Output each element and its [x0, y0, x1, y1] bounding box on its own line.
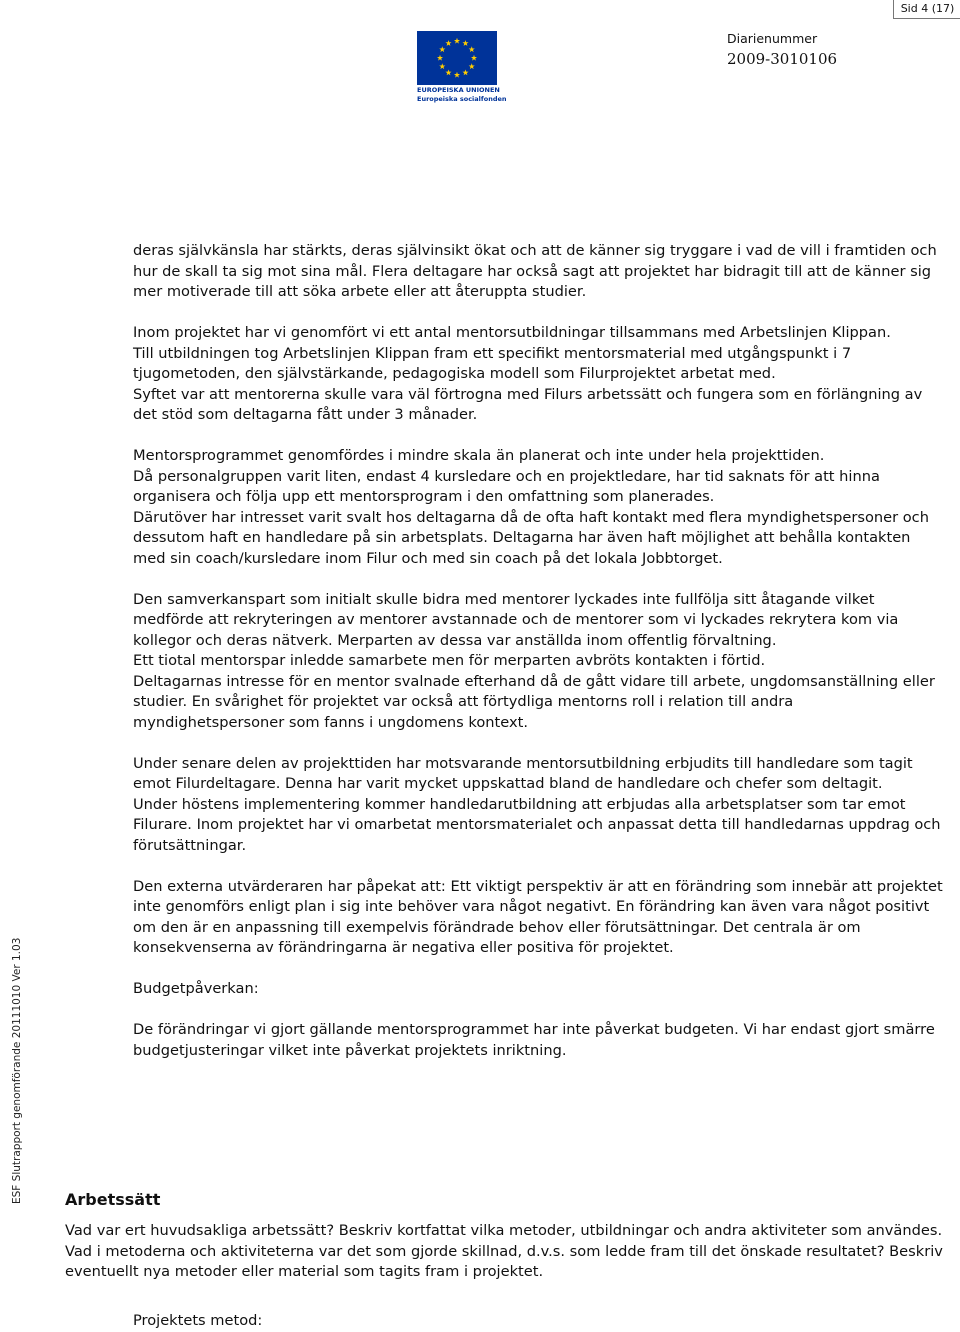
eu-flag-icon	[417, 31, 497, 85]
paragraph: Under senare delen av projekttiden har motsvarande mentorsutbildning erbjudits till handledare som tagit emot Filurdeltagare. Denna har varit mycket uppskattad bland de handledare och chefer som deltagit.	[133, 754, 913, 792]
paragraph: Mentorsprogrammet genomfördes i mindre skala än planerat och inte under hela projekttiden.	[133, 447, 825, 464]
eu-fund-name: Europeiska socialfonden	[417, 95, 507, 103]
eu-org-name: EUROPEISKA UNIONEN	[417, 86, 500, 94]
paragraph: Ett tiotal mentorspar inledde samarbete men för merparten avbröts kontakten i förtid.	[133, 652, 766, 669]
paragraph: Deltagarnas intresse för en mentor svalnade efterhand då de gått vidare till arbete, ungdomsanställning eller studier. En svårighet för projektet var också att förtydliga mentorns roll i relation till andra myndighetspersoner som fanns i ungdomens kontext.	[133, 672, 935, 731]
paragraph: Till utbildningen tog Arbetslinjen Klippan fram ett specifikt mentorsmaterial med utgångspunkt i 7 tjugometoden, den självstärkande, pedagogiska modell som Filurprojektet arbetat med.	[133, 344, 852, 382]
paragraph: Syftet var att mentorerna skulle vara väl förtrogna med Filurs arbetssätt och fungera som en förlängning av det stöd som deltagarna fått under 3 månader.	[133, 385, 923, 423]
footer-version-text: ESF Slutrapport genomförande 20111010 Ver 1.03	[11, 937, 23, 1204]
diarie-label: Diarienummer	[727, 31, 818, 46]
paragraph: Den samverkanspart som initialt skulle bidra med mentorer lyckades inte fullfölja sitt åtagande vilket medförde att rekryteringen av mentorer avstannade och de mentorer som vi lyckades rekrytera kom via kollegor och deras nätverk. Merparten av dessa var anställda inom offentlig förvaltning.	[133, 590, 899, 649]
eu-logo	[417, 31, 507, 103]
document-body	[133, 241, 945, 1061]
paragraph: deras självkänsla har stärkts, deras självinsikt ökat och att de känner sig tryggare i vad de vill i framtiden och hur de skall ta sig mot sina mål. Flera deltagare har också sagt att projektet har bidragit till att de känner sig mer motiverade till att söka arbete eller att återuppta studier.	[133, 242, 937, 300]
paragraph: De förändringar vi gjort gällande mentorsprogrammet har inte påverkat budgeten. Vi har endast gjort smärre budgetjusteringar vilket inte påverkat projektets inriktning.	[133, 1021, 935, 1059]
paragraph: Då personalgruppen varit liten, endast 4 kursledare och en projektledare, har tid saknats för att hinna organisera och följa upp ett mentorsprogram i den omfattning som planerades.	[133, 467, 880, 505]
budget-heading: Budgetpåverkan:	[133, 980, 259, 997]
section-question: Vad var ert huvudsakliga arbetssätt? Beskriv kortfattat vilka metoder, utbildningar och andra aktiviteter som användes. Vad i metoderna och aktiviteterna var det som gjorde skillnad, d.v.s. som ledde fram till det önskade resultatet? Beskriv eventuellt nya metoder eller material som tagits fram i projektet.	[65, 1222, 943, 1280]
paragraph: Den externa utvärderaren har påpekat att: Ett viktigt perspektiv är att en förändring som innebär att projektet inte genomförs enligt plan i sig inte behöver vara något negativt. En förändring kan även vara något positivt om den är en anpassning till exempelvis förändrade behov eller förutsättningar. Det centrala är om konsekvenserna av förändringarna är negativa eller positiva för projektet.	[133, 877, 943, 956]
diarie-number: 2009-3010106	[727, 50, 838, 68]
method-field-label: Projektets metod:	[133, 1312, 263, 1329]
page-indicator: Sid 4 (17)	[893, 0, 960, 19]
paragraph: Därutöver har intresset varit svalt hos deltagarna då de ofta haft kontakt med flera myndighetspersoner och dessutom haft en handledare på sin arbetsplats. Deltagarna har även haft möjlighet att behålla kontakten med sin coach/kursledare inom Filur och med sin coach på det lokala Jobbtorget.	[133, 508, 929, 567]
paragraph: Inom projektet har vi genomfört vi ett antal mentorsutbildningar tillsammans med Arbetslinjen Klippan.	[133, 324, 891, 341]
section-title: Arbetssätt	[65, 1190, 161, 1209]
paragraph: Under höstens implementering kommer handledarutbildning att erbjudas alla arbetsplatser som tar emot Filurare. Inom projektet har vi omarbetat mentorsmaterialet och anpassat detta till handledarnas uppdrag och förutsättningar.	[133, 795, 941, 854]
